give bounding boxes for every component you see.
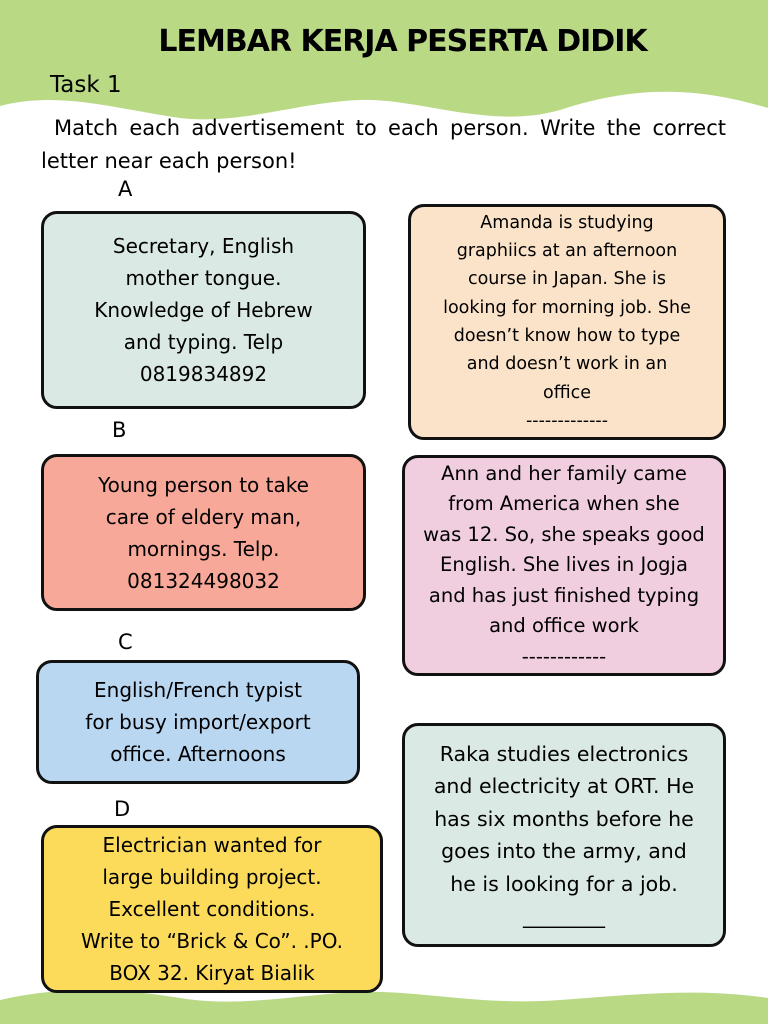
ad-letter-b: B [112,418,127,442]
ad-text-c: English/French typist for busy import/export office. Afternoons [85,678,311,766]
page-title: LEMBAR KERJA PESERTA DIDIK [158,24,647,59]
person-text-raka: Raka studies electronics and electricity at ORT. He has six months before he goes into the army, and he is looking for a job. ________ [433,741,695,928]
top-wave-shape [0,0,768,119]
person-text-amanda: Amanda is studying graphiics at an afternoon course in Japan. She is looking for morning job. She doesn’t know how to type and doesn’t work in an office ------------- [443,212,691,431]
task-instruction: Match each advertisement to each person. Write the correct letter near each person! [41,116,726,173]
bottom-wave-shape [0,990,768,1024]
ad-box-a [41,211,366,409]
person-box-ann [402,455,726,676]
ad-letter-c: C [118,630,133,654]
task-heading: Task 1 [50,72,122,98]
person-text-ann: Ann and her family came from America when she was 12. So, she speaks good English. She lives in Jogja and has just finished typing and office work ------------ [423,461,705,668]
top-wave-decoration [0,0,768,130]
person-box-amanda [408,204,726,440]
ad-box-c [36,660,360,784]
ad-text-d: Electrician wanted for large building project. Excellent conditions. Write to “Brick & Co”. .PO. BOX 32. Kiryat Bialik [80,833,343,985]
ad-letter-a: A [118,177,133,201]
person-box-raka [402,723,726,947]
ad-box-d [41,825,383,993]
ad-text-a: Secretary, English mother tongue. Knowledge of Hebrew and typing. Telp 0819834892 [94,234,313,386]
ad-box-b [41,454,366,611]
ad-letter-d: D [114,797,131,821]
ad-text-b: Young person to take care of eldery man, mornings. Telp. 081324498032 [98,472,309,593]
